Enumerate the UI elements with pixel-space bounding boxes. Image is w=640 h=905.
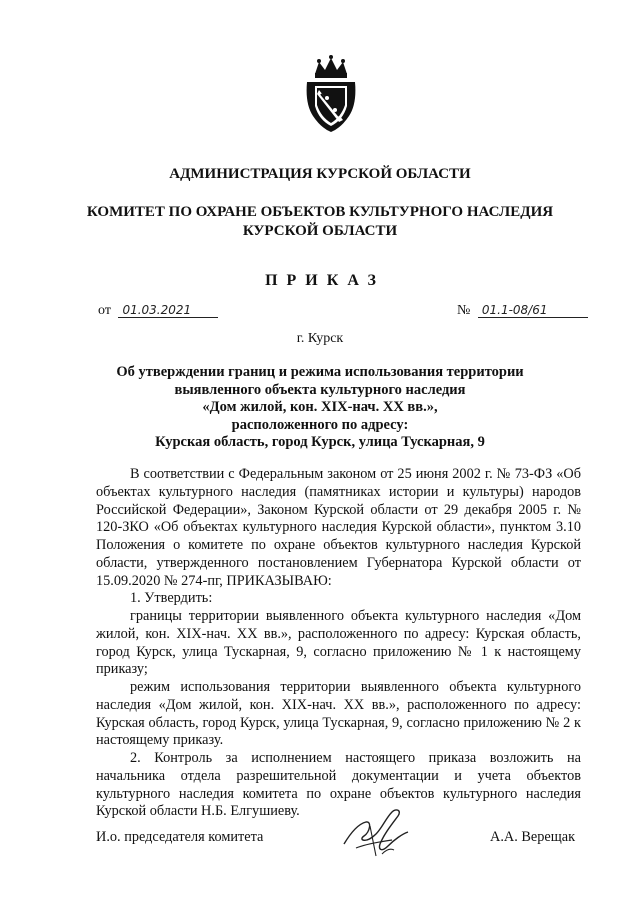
subject-line2: выявленного объекта культурного наследия bbox=[174, 381, 466, 398]
subject-line3: «Дом жилой, кон. XIX-нач. XX вв.», bbox=[202, 399, 438, 416]
date-prefix: от bbox=[98, 303, 111, 318]
item-2-paragraph: 2. Контроль за исполнением настоящего приказа возложить на начальника отдела разрешительной документации и учета объектов культурного наследия комитета по охране объектов культурного наследия Курской области Н.Б. Елгушиеву. bbox=[96, 750, 581, 820]
item-1-boundaries-paragraph: границы территории выявленного объекта культурного наследия «Дом жилой, кон. XIX-нач. XX вв.», расположенного по адресу: Курская область, город Курск, улица Тускарная, 9, согласно приложению № 1 к настоящему приказу; bbox=[96, 608, 581, 678]
committee-title bbox=[0, 203, 640, 241]
item-1-regime-paragraph: режим использования территории выявленного объекта культурного наследия «Дом жилой, кон. XIX-нач. XX вв.», расположенного по адресу: Курская область, город Курск, улица Тускарная, 9, согласно приложению № 2 к настоящему приказу. bbox=[96, 679, 581, 749]
subject-line4: расположенного по адресу: bbox=[231, 416, 409, 433]
administration-title: АДМИНИСТРАЦИЯ КУРСКОЙ ОБЛАСТИ bbox=[169, 166, 471, 182]
number-field bbox=[457, 303, 588, 319]
number-prefix: № bbox=[457, 303, 471, 318]
subject-line5: Курская область, город Курск, улица Тускарная, 9 bbox=[155, 434, 485, 451]
committee-title-line1: КОМИТЕТ ПО ОХРАНЕ ОБЪЕКТОВ КУЛЬТУРНОГО НАСЛЕДИЯ bbox=[86, 204, 554, 220]
signatory-position: И.о. председателя комитета bbox=[96, 829, 264, 845]
handwritten-number: 01.1-08/61 bbox=[478, 303, 588, 318]
preamble-paragraph: В соответствии с Федеральным законом от 25 июня 2002 г. № 73-ФЗ «Об объектах культурного наследия (памятниках истории и культуры) народов Российской Федерации», Законом Курской области от 29 декабря 2005 г. № 120-ЗКО «Об объектах культурного наследия Курской области», пунктом 3.10 Положения о комитете по охране объектов культурного наследия Курской области, утвержденного постановлением Губернатора Курской области от 15.09.2020 № 274-пг, ПРИКАЗЫВАЮ: bbox=[96, 466, 581, 589]
city-line: г. Курск bbox=[296, 331, 344, 346]
order-body bbox=[96, 466, 581, 821]
coat-of-arms-emblem bbox=[303, 54, 359, 134]
document-type-title: ПРИКАЗ bbox=[265, 272, 385, 289]
subject-line1: Об утверждении границ и режима использования территории bbox=[116, 364, 524, 380]
committee-title-line2: КУРСКОЙ ОБЛАСТИ bbox=[242, 223, 398, 239]
handwritten-date: 01.03.2021 bbox=[118, 303, 218, 318]
order-subject bbox=[0, 364, 640, 452]
handwritten-signature bbox=[336, 804, 416, 862]
date-field bbox=[98, 303, 218, 319]
item-1-heading: 1. Утвердить: bbox=[130, 590, 213, 607]
signatory-name: А.А. Верещак bbox=[490, 829, 576, 845]
